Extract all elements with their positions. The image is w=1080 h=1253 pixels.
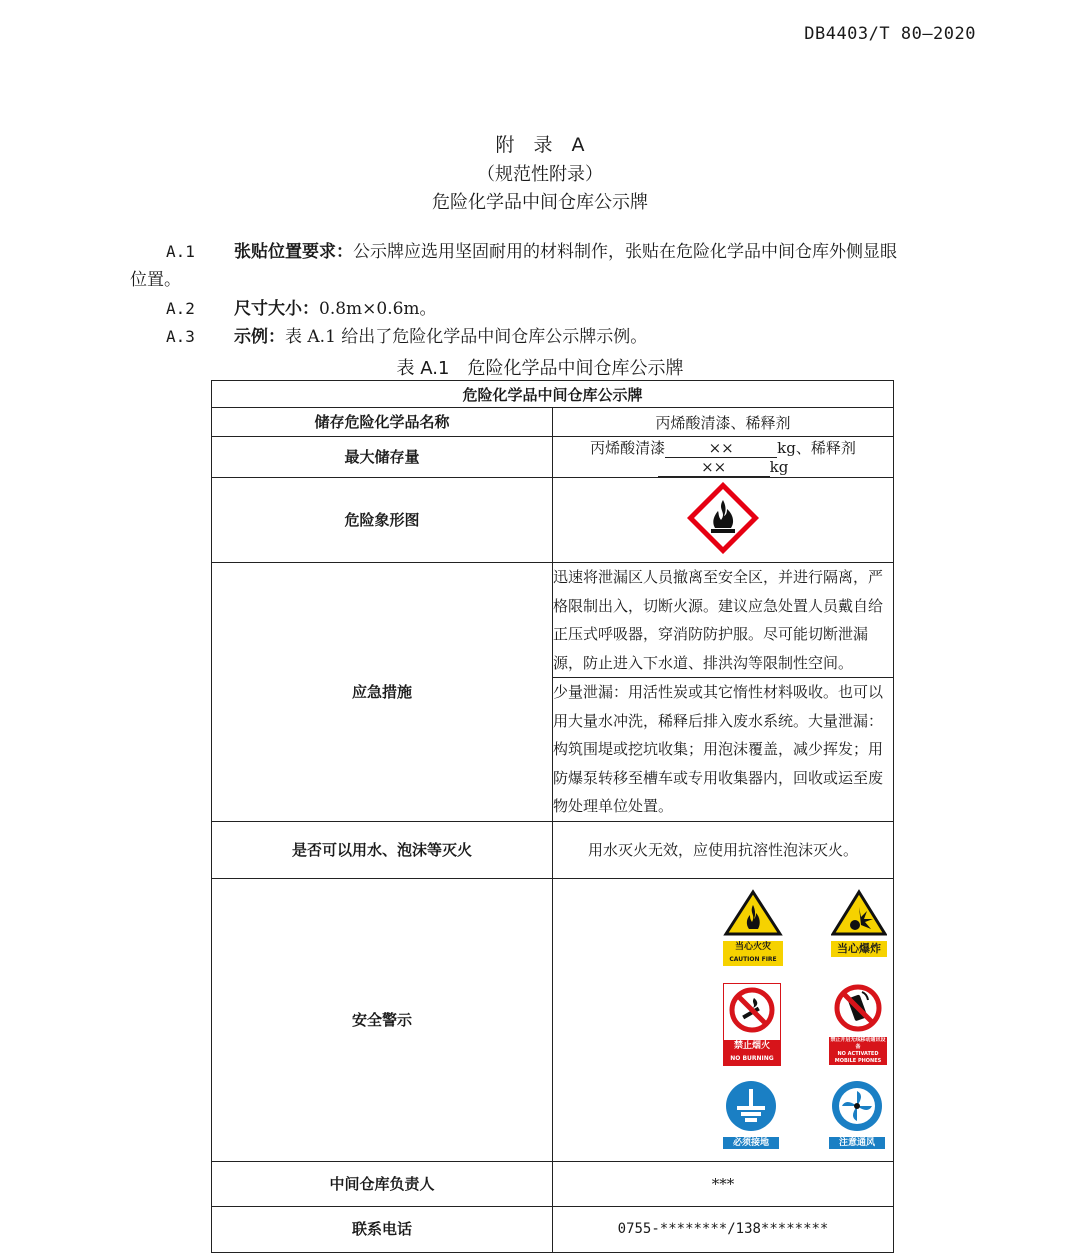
unit: kg、 [777, 439, 811, 457]
max-storage-value [553, 437, 894, 478]
item-name: 稀释剂 [810, 439, 856, 457]
row-label: 中间仓库负责人 [212, 1161, 553, 1206]
safety-signs-cell [553, 878, 894, 1161]
no-mobile-phone-sign [829, 983, 887, 1065]
clause-label: 张贴位置要求： [234, 242, 353, 262]
caution-fire-icon [723, 889, 783, 937]
row-label: 是否可以用水、泡沫等灭火 [212, 821, 553, 878]
ventilation-sign [829, 1079, 885, 1149]
table-caption: 表 A.1 危险化学品中间仓库公示牌 [396, 358, 684, 379]
row-label: 危险象形图 [212, 478, 553, 563]
clause-label: 示例： [234, 327, 285, 347]
fan-icon [829, 1079, 885, 1133]
amount-blank: ×× [665, 439, 777, 458]
no-burning-icon [724, 984, 780, 1036]
row-fire-extinguish [212, 821, 894, 878]
clause-a3 [130, 323, 980, 351]
fire-extinguish-value: 用水灭火无效，应使用抗溶性泡沫灭火。 [553, 821, 894, 878]
must-ground-sign [723, 1079, 779, 1149]
emergency-block-2: 少量泄漏：用活性炭或其它惰性材料吸收。也可以用大量水冲洗，稀释后排入废水系统。大量泄漏：构筑围堤或挖坑收集；用泡沫覆盖，减少挥发；用防爆泵转移至槽车或专用收集器内，回收或运至废物处理单位处置。 [553, 678, 894, 822]
clause-number: A.3 [166, 327, 195, 346]
row-chemical-name [212, 408, 894, 437]
appendix-subtitle: （规范性附录） [477, 164, 603, 185]
caution-explosion-sign [831, 889, 887, 957]
clause-text-continued: 位置。 [130, 270, 181, 290]
row-emergency [212, 563, 894, 678]
clause-text: 公示牌应选用坚固耐用的材料制作，张贴在危险化学品中间仓库外侧显眼 [353, 242, 897, 262]
clause-a1 [130, 238, 980, 294]
caution-explosion-icon [831, 889, 887, 937]
notice-board-table [211, 380, 894, 1253]
row-safety-warning [212, 878, 894, 1161]
row-label: 最大储存量 [212, 437, 553, 478]
pictogram-cell [553, 478, 894, 563]
item-name: 丙烯酸清漆 [590, 439, 666, 457]
manager-value: *** [553, 1161, 894, 1206]
clause-number: A.1 [166, 242, 195, 261]
clause-text: 表 A.1 给出了危险化学品中间仓库公示牌示例。 [285, 327, 648, 347]
sign-caption: 当心火灾 CAUTION FIRE [723, 941, 783, 966]
appendix-title: 附 录 A [495, 134, 585, 156]
row-label: 联系电话 [212, 1206, 553, 1252]
table-title-row [212, 381, 894, 408]
clause-label: 尺寸大小： [234, 299, 319, 319]
row-manager [212, 1161, 894, 1206]
emergency-block-1: 迅速将泄漏区人员撤离至安全区，并进行隔离，严格限制出入，切断火源。建议应急处置人员戴自给正压式呼吸器，穿消防防护服。尽可能切断泄漏源，防止进入下水道、排洪沟等限制性空间。 [553, 563, 894, 678]
phone-value: 0755-********/138******** [553, 1206, 894, 1252]
amount-blank: ×× [658, 458, 770, 477]
sign-caption: 必须接地 [723, 1137, 779, 1149]
row-label: 应急措施 [212, 563, 553, 822]
sign-caption: 当心爆炸 [831, 941, 887, 957]
row-label: 安全警示 [212, 878, 553, 1161]
chemical-name-value: 丙烯酸清漆、稀释剂 [553, 408, 894, 437]
row-max-storage [212, 437, 894, 478]
sign-caption: 注意通风 [829, 1137, 885, 1149]
flammable-ghs-pictogram [687, 482, 759, 554]
clause-a2 [130, 295, 980, 323]
clause-number: A.2 [166, 299, 195, 318]
no-burning-sign [723, 983, 781, 1066]
clause-text: 0.8m×0.6m。 [319, 299, 437, 319]
no-mobile-phone-icon [829, 983, 887, 1033]
row-pictogram [212, 478, 894, 563]
caution-fire-sign [723, 889, 783, 966]
table-title: 危险化学品中间仓库公示牌 [212, 381, 894, 408]
unit: kg [769, 458, 789, 476]
row-label: 储存危险化学品名称 [212, 408, 553, 437]
document-id: DB4403/T 80—2020 [804, 24, 976, 44]
sign-caption: 禁止开启无线移动通讯设备 NO ACTIVATED MOBILE PHONES [830, 1036, 886, 1064]
row-phone [212, 1206, 894, 1252]
appendix-heading: 危险化学品中间仓库公示牌 [432, 192, 648, 213]
safety-signs-grid [553, 879, 893, 1161]
sign-caption: 禁止烟火 NO BURNING [724, 1040, 780, 1065]
ground-icon [723, 1079, 779, 1133]
